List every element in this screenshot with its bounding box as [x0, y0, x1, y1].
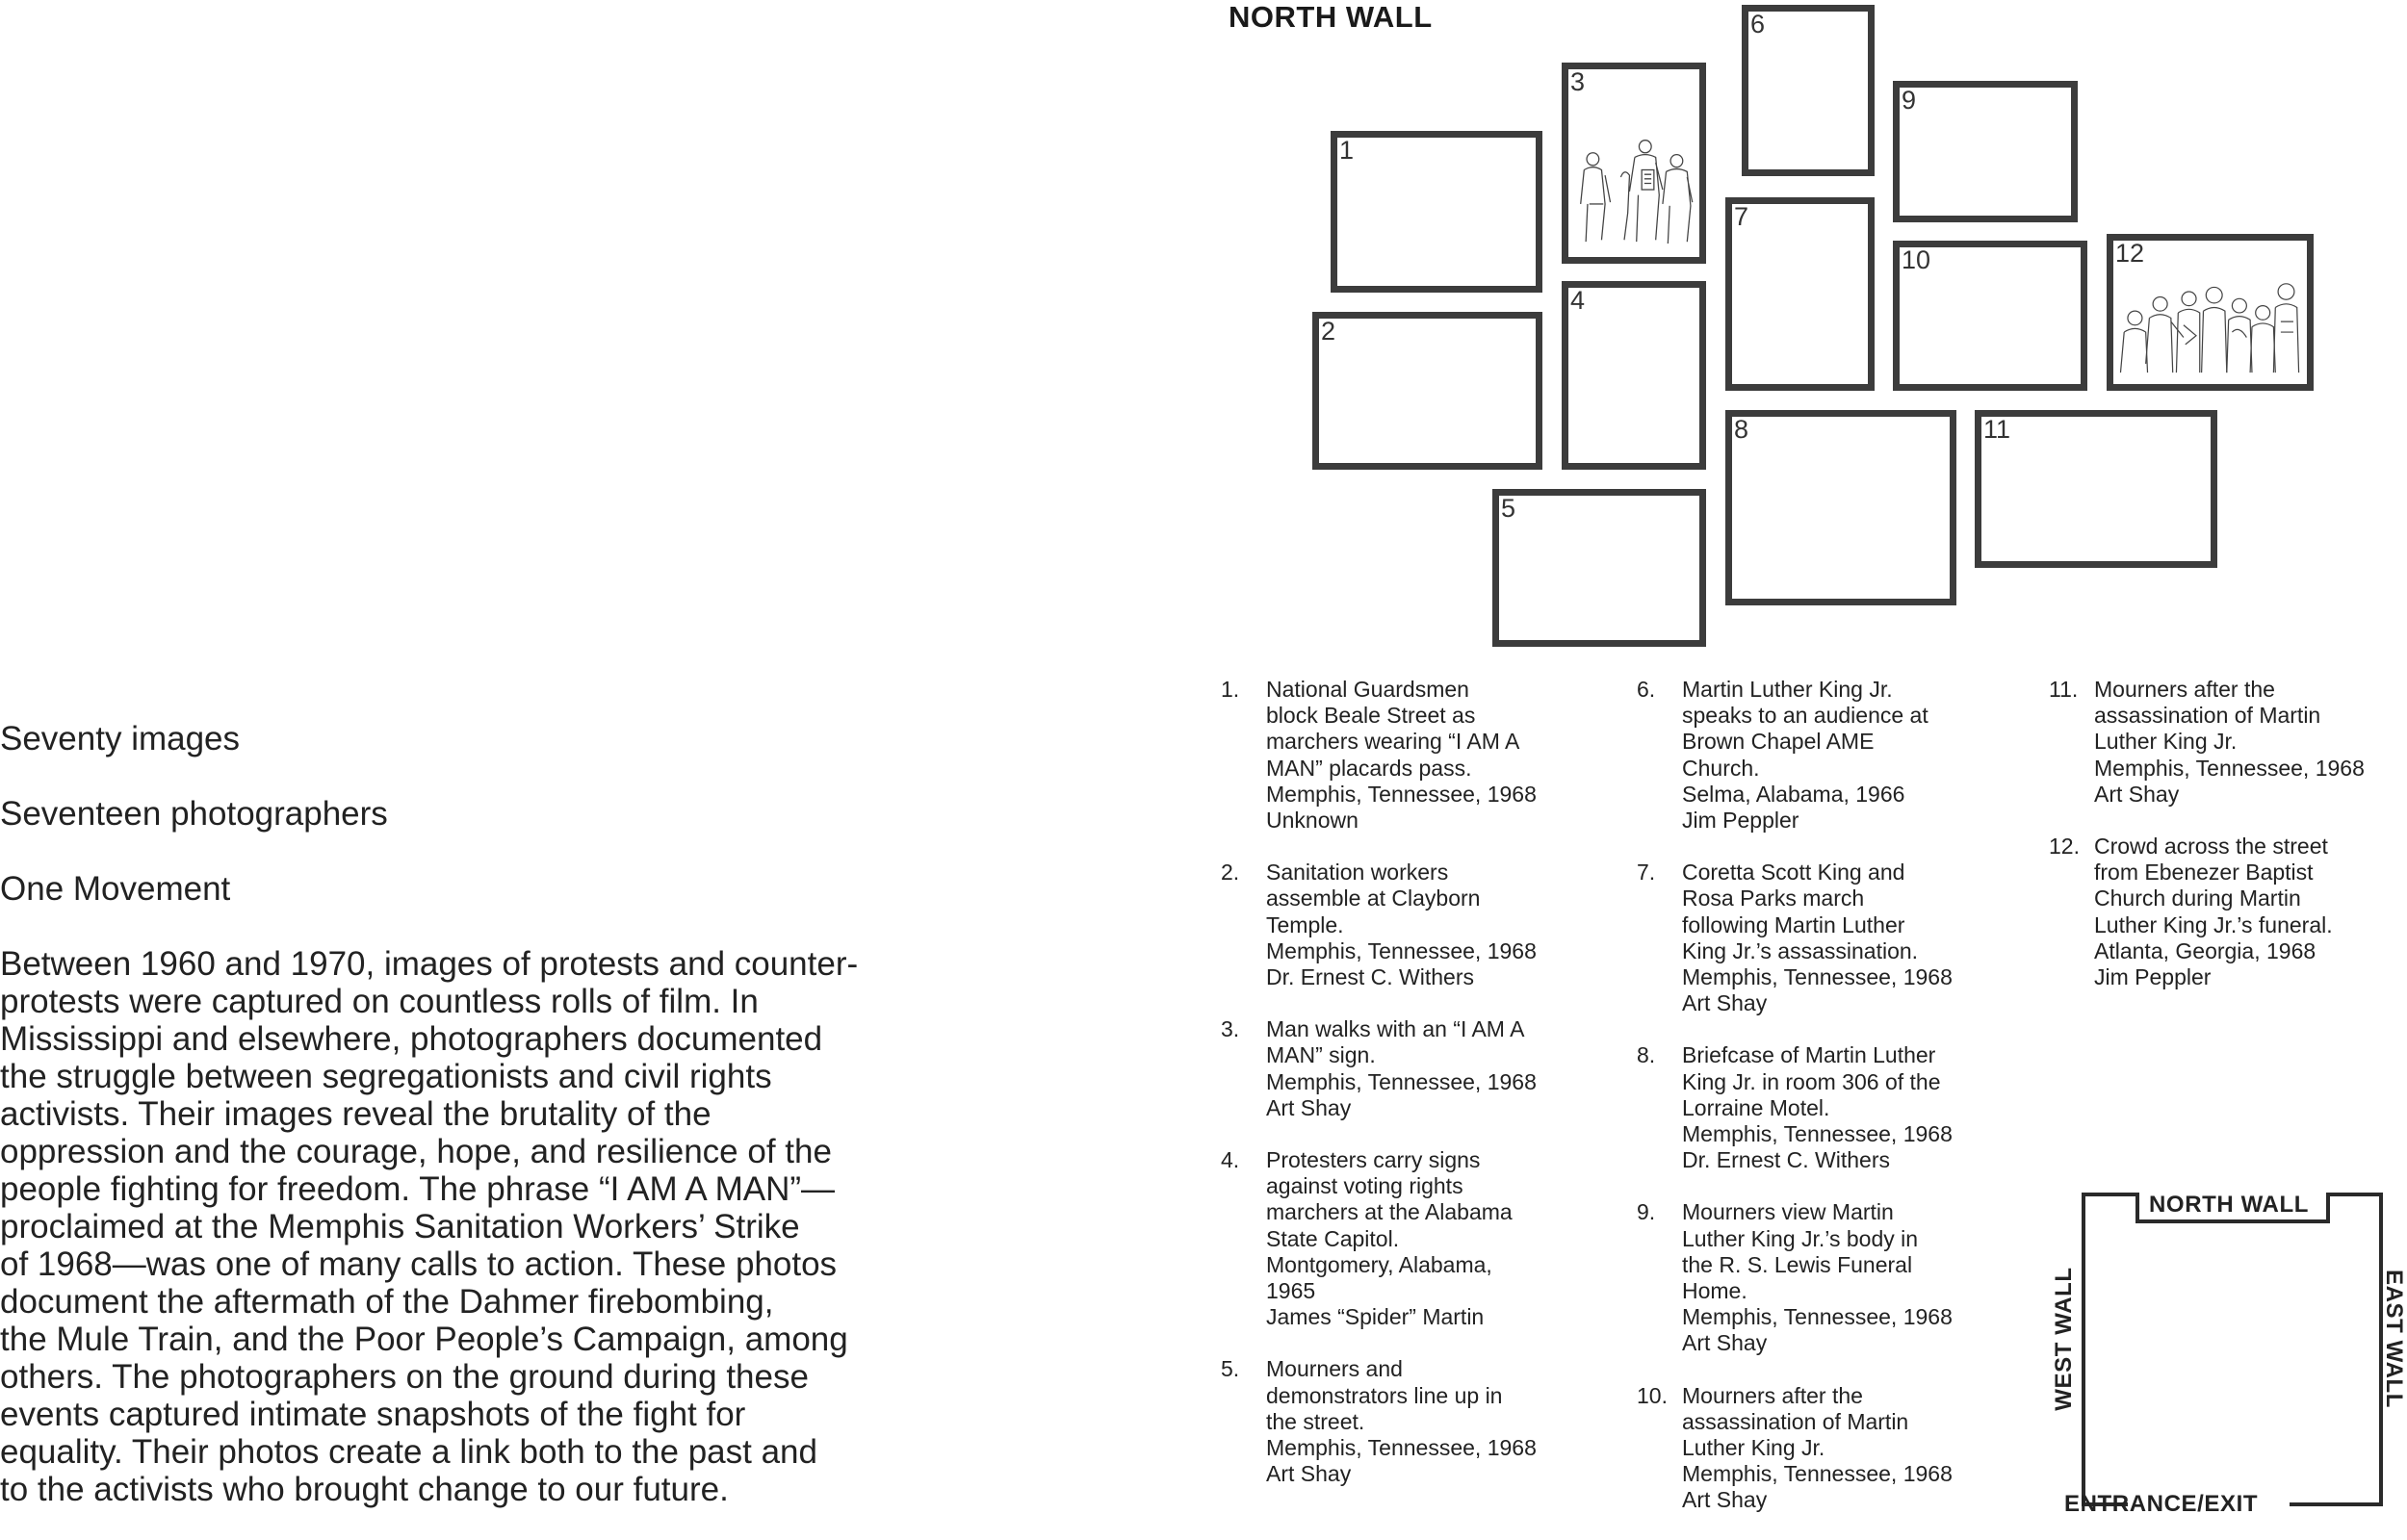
caption-line: demonstrators line up in	[1266, 1382, 1503, 1408]
caption-line: Memphis, Tennessee, 1968	[1682, 1304, 1953, 1330]
paragraph-line: Mississippi and elsewhere, photographers documented	[0, 1020, 823, 1058]
caption-line: Luther King Jr.’s funeral.	[2094, 911, 2333, 937]
caption-line: Unknown	[1266, 808, 1359, 834]
caption-line: Coretta Scott King and	[1682, 860, 1905, 886]
caption-line: marchers wearing “I AM A	[1266, 729, 1520, 755]
frame-number: 11	[1983, 415, 2011, 444]
caption-6	[1637, 677, 1953, 834]
frame-number: 4	[1570, 286, 1586, 315]
paragraph-line: others. The photographers on the ground during these	[0, 1358, 809, 1396]
caption-line: Luther King Jr.	[2094, 729, 2238, 755]
caption-column-2	[1637, 677, 1953, 1540]
caption-line: King Jr.’s assassination.	[1682, 937, 1919, 963]
caption-line: block Beale Street as	[1266, 703, 1476, 729]
caption-line: Jim Peppler	[2094, 964, 2212, 990]
frame-12	[2107, 234, 2314, 391]
caption-line: MAN” placards pass.	[1266, 755, 1472, 781]
caption-line: Home.	[1682, 1278, 1747, 1304]
caption-line: Mourners after the	[1682, 1382, 1863, 1408]
caption-line: Lorraine Motel.	[1682, 1094, 1830, 1120]
caption-line: the R. S. Lewis Funeral	[1682, 1251, 1913, 1277]
caption-line: Rosa Parks march	[1682, 886, 1865, 911]
caption-line: Church.	[1682, 755, 1760, 781]
paragraph-line: events captured intimate snapshots of the fight for	[0, 1396, 746, 1433]
caption-line: Memphis, Tennessee, 1968	[1266, 1068, 1537, 1094]
caption-line: Dr. Ernest C. Withers	[1266, 964, 1474, 990]
caption-number: 2.	[1221, 860, 1240, 886]
caption-line: National Guardsmen	[1266, 677, 1469, 702]
caption-4	[1221, 1147, 1537, 1330]
caption-10	[1637, 1383, 1953, 1514]
frame-11	[1975, 410, 2217, 568]
caption-line: from Ebenezer Baptist	[2094, 860, 2314, 886]
paragraph-line: equality. Their photos create a link both to the past and	[0, 1433, 817, 1471]
frame-number: 10	[1902, 245, 1931, 274]
caption-number: 7.	[1637, 860, 1656, 886]
frame-number: 2	[1321, 317, 1336, 346]
caption-number: 5.	[1221, 1356, 1240, 1382]
caption-line: Sanitation workers	[1266, 860, 1449, 886]
caption-12	[2049, 834, 2365, 990]
frame-number: 1	[1339, 136, 1355, 165]
caption-line: Mourners view Martin	[1682, 1199, 1894, 1225]
caption-8	[1637, 1042, 1953, 1173]
caption-line: Memphis, Tennessee, 1968	[1266, 781, 1537, 807]
caption-line: Memphis, Tennessee, 1968	[1266, 937, 1537, 963]
caption-number: 9.	[1637, 1199, 1656, 1225]
frame-number: 7	[1734, 202, 1749, 231]
paragraph-line: protests were captured on countless rolls of film. In	[0, 983, 759, 1020]
paragraph-line: document the aftermath of the Dahmer firebombing,	[0, 1283, 774, 1321]
caption-line: against voting rights	[1266, 1173, 1463, 1199]
frame-number: 5	[1501, 494, 1516, 523]
frame-1	[1331, 131, 1542, 293]
plan-west-label: WEST WALL	[2051, 1267, 2077, 1411]
frame-3	[1562, 63, 1706, 264]
caption-line: Church during Martin	[2094, 886, 2301, 911]
caption-number: 8.	[1637, 1042, 1656, 1068]
frame-7	[1725, 197, 1875, 391]
frame-number: 3	[1570, 67, 1586, 96]
caption-line: Art Shay	[1682, 1330, 1768, 1356]
caption-number: 10.	[1637, 1382, 1668, 1408]
north-wall-title: NORTH WALL	[1229, 0, 1433, 34]
caption-line: assemble at Clayborn	[1266, 886, 1481, 911]
caption-line: Martin Luther King Jr.	[1682, 677, 1893, 702]
caption-2	[1221, 860, 1537, 990]
frame-number: 8	[1734, 415, 1749, 444]
caption-line: the street.	[1266, 1408, 1365, 1434]
caption-line: assassination of Martin	[1682, 1408, 1909, 1434]
floor-plan	[2049, 1187, 2407, 1516]
frame-number: 12	[2115, 239, 2145, 268]
caption-line: Memphis, Tennessee, 1968	[2094, 755, 2365, 781]
caption-line: Temple.	[1266, 911, 1344, 937]
caption-column-3	[2049, 677, 2365, 1016]
caption-line: Memphis, Tennessee, 1968	[1682, 964, 1953, 990]
paragraph-line: the struggle between segregationists and civil rights	[0, 1058, 772, 1095]
paragraph-line: people fighting for freedom. The phrase “I AM A MAN”—	[0, 1170, 836, 1208]
caption-number: 4.	[1221, 1147, 1240, 1173]
frame-10	[1893, 241, 2087, 391]
floor-plan-outline	[2049, 1187, 2407, 1516]
caption-line: James “Spider” Martin	[1266, 1304, 1485, 1330]
frame-9	[1893, 81, 2078, 222]
caption-line: Luther King Jr.	[1682, 1435, 1825, 1461]
caption-line: speaks to an audience at	[1682, 703, 1928, 729]
caption-line: Dr. Ernest C. Withers	[1682, 1147, 1890, 1173]
caption-line: Mourners after the	[2094, 677, 2275, 702]
caption-line: Briefcase of Martin Luther	[1682, 1042, 1936, 1068]
paragraph-line: proclaimed at the Memphis Sanitation Workers’ Strike	[0, 1208, 800, 1245]
intro-text	[0, 720, 905, 1508]
caption-9	[1637, 1199, 1953, 1356]
caption-line: following Martin Luther	[1682, 911, 1905, 937]
caption-3	[1221, 1016, 1537, 1121]
frame-4	[1562, 281, 1706, 470]
caption-line: Luther King Jr.’s body in	[1682, 1225, 1919, 1251]
paragraph-line: Between 1960 and 1970, images of protests and counter-	[0, 945, 859, 983]
caption-5	[1221, 1356, 1537, 1487]
crowd-sketch	[2113, 241, 2307, 384]
caption-line: Memphis, Tennessee, 1968	[1682, 1121, 1953, 1147]
caption-line: MAN” sign.	[1266, 1042, 1376, 1068]
frame-2	[1312, 312, 1542, 470]
caption-line: Mourners and	[1266, 1356, 1403, 1382]
caption-line: assassination of Martin	[2094, 703, 2321, 729]
caption-line: Jim Peppler	[1682, 808, 1799, 834]
caption-7	[1637, 860, 1953, 1016]
caption-line: Montgomery, Alabama,	[1266, 1251, 1492, 1277]
intro-line-photographers: Seventeen photographers	[0, 795, 388, 833]
paragraph-line: of 1968—was one of many calls to action. These photos	[0, 1245, 838, 1283]
caption-line: State Capitol.	[1266, 1225, 1400, 1251]
plan-north-label: NORTH WALL	[2149, 1192, 2309, 1218]
caption-line: Art Shay	[1266, 1094, 1352, 1120]
caption-column-1	[1221, 677, 1537, 1513]
caption-line: Selma, Alabama, 1966	[1682, 781, 1905, 807]
frame-number: 9	[1902, 86, 1917, 115]
caption-line: Atlanta, Georgia, 1968	[2094, 937, 2316, 963]
caption-line: Memphis, Tennessee, 1968	[1266, 1435, 1537, 1461]
paragraph-line: to the activists who brought change to our future.	[0, 1471, 729, 1508]
caption-11	[2049, 677, 2365, 808]
caption-number: 11.	[2049, 677, 2079, 702]
marchers-sketch	[1568, 69, 1699, 257]
caption-line: Art Shay	[1682, 1487, 1768, 1513]
caption-line: Brown Chapel AME	[1682, 729, 1875, 755]
caption-line: Memphis, Tennessee, 1968	[1682, 1461, 1953, 1487]
paragraph-line: the Mule Train, and the Poor People’s Campaign, among	[0, 1321, 848, 1358]
frame-6	[1742, 5, 1875, 176]
caption-1	[1221, 677, 1537, 834]
caption-line: King Jr. in room 306 of the	[1682, 1068, 1941, 1094]
caption-line: Protesters carry signs	[1266, 1147, 1481, 1173]
plan-east-label: EAST WALL	[2381, 1269, 2407, 1409]
intro-line-movement: One Movement	[0, 870, 231, 908]
caption-line: Art Shay	[1266, 1461, 1352, 1487]
frame-5	[1492, 489, 1706, 647]
frame-number: 6	[1750, 10, 1766, 38]
caption-number: 6.	[1637, 677, 1656, 702]
caption-number: 1.	[1221, 677, 1240, 702]
caption-number: 3.	[1221, 1016, 1240, 1042]
caption-line: marchers at the Alabama	[1266, 1199, 1513, 1225]
intro-line-images: Seventy images	[0, 720, 241, 757]
paragraph-line: activists. Their images reveal the brutality of the	[0, 1095, 712, 1133]
caption-line: Art Shay	[1682, 990, 1768, 1016]
caption-line: Man walks with an “I AM A	[1266, 1016, 1525, 1042]
caption-number: 12.	[2049, 834, 2080, 860]
caption-line: Crowd across the street	[2094, 834, 2328, 860]
caption-line: 1965	[1266, 1278, 1316, 1304]
north-wall-layout	[0, 0, 2407, 674]
intro-paragraph	[0, 945, 905, 1508]
caption-line: Art Shay	[2094, 781, 2180, 807]
paragraph-line: oppression and the courage, hope, and resilience of the	[0, 1133, 832, 1170]
plan-entrance-label: ENTRANCE/EXIT	[2064, 1491, 2259, 1517]
frame-8	[1725, 410, 1956, 605]
